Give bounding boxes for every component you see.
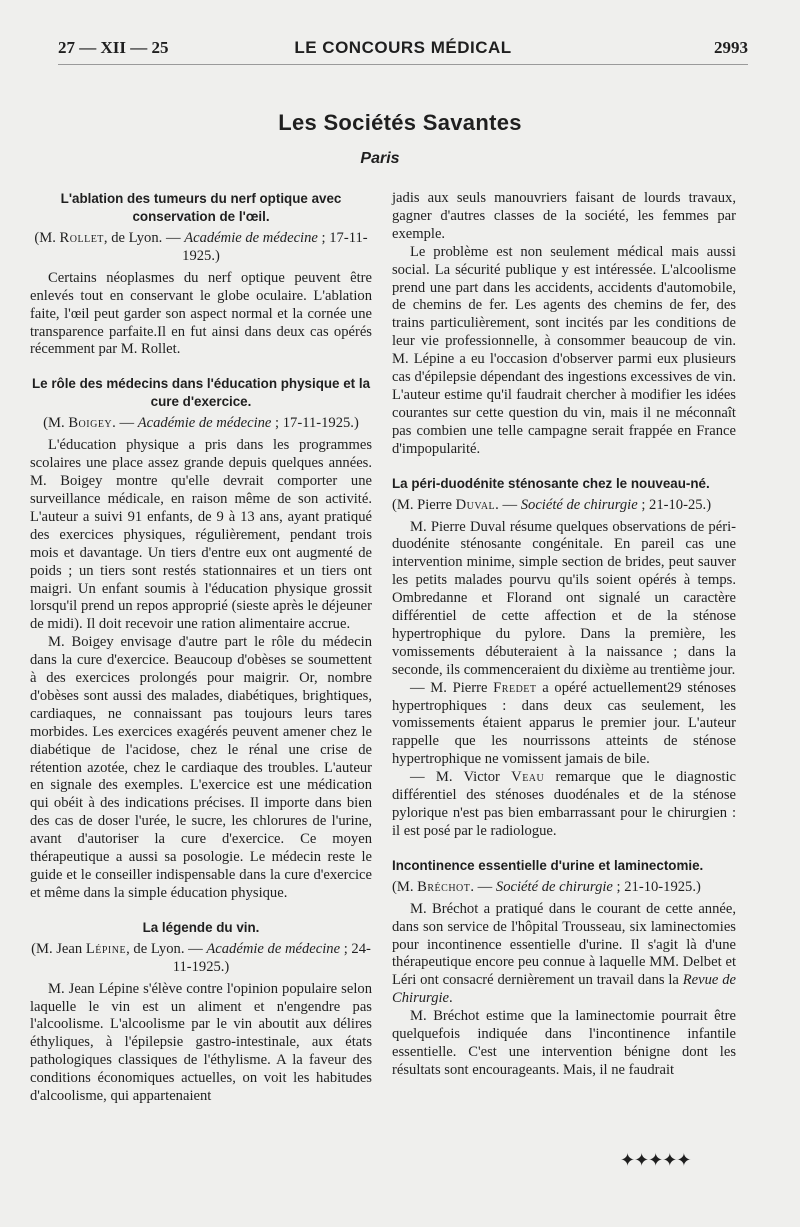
header-date: 27 — XII — 25 bbox=[58, 38, 169, 57]
citation-author: Rollet bbox=[59, 230, 104, 246]
citation-prefix: (M. bbox=[43, 415, 69, 432]
left-column bbox=[30, 190, 372, 1106]
article-paragraph bbox=[392, 680, 736, 770]
right-column bbox=[392, 190, 736, 1080]
article-paragraph: L'éducation physique a pris dans les programmes scolaires une place assez grande depuis quelques années. M. Boigey montre qu'elle devrait comporter une surveillance médicale, en raison même de son activité. L'auteur a suivi 91 enfants, de 9 à 13 ans, ayant pratiqué des exercices physiques, régulièrement, pendant trois mois et davantage. Un tiers d'entre eux ont augmenté de poids ; un tiers sont restés stationnaires et un tiers ont maigri. Un enfant soumis à l'éducation physique grossit lorsqu'il prend un repos approprié (sieste après le déjeuner de midi). Il doit recevoir une ration alimentaire accrue. bbox=[30, 437, 372, 633]
citation-date: ; 17-11-1925.) bbox=[271, 415, 359, 432]
paragraph-lead: — M. Victor bbox=[410, 769, 512, 786]
article-paragraph: M. Boigey envisage d'autre part le rôle du médecin dans la cure d'exercice. Beaucoup d'obèses se soumettent à des exercices prolongés pour maigrir. Or, nombre d'obèses sont aussi des malades, diabétiques, brightiques, cardiaques, ne connaissant pas toujours leurs tares morbides. Les exercices exagérés peuvent amener chez le diabétique de l'acidose, chez le rénal une crise de rétention azotée, chez le cardiaque des troubles. L'auteur en signale des exemples. L'exercice est une médication qui obéit à des indications précises. Il importe dans bien des cas de doser l'urée, le sucre, les chlorures de l'urine, avant d'autoriser la cure d'exercice. Ce moyen thérapeutique a aussi sa posologie. Le médecin reste le guide et le conseiller indispensable dans la cure d'exercice et même dans la simple éducation physique. bbox=[30, 634, 372, 901]
article-wine-legend bbox=[30, 919, 372, 1106]
article-paragraph bbox=[392, 769, 736, 841]
page-number: 2993 bbox=[714, 38, 748, 57]
article-physical-education bbox=[30, 375, 372, 902]
citation-date: ; 17-11-1925.) bbox=[182, 230, 368, 264]
paragraph-text: M. Bréchot a pratiqué dans le courant de cette année, dans son service de l'hôpital Trousseau, six laminectomies pour incontinence essentielle d'urine. Il s'agit là d'une thérapeutique encore peu connue à laquelle MM. Delbet et Léri ont consacré dernièrement un travail dans la bbox=[392, 900, 736, 989]
citation-sep: . — bbox=[495, 496, 521, 513]
citation-venue: Académie de médecine bbox=[137, 415, 272, 432]
article-citation bbox=[392, 879, 736, 897]
article-paragraph: M. Jean Lépine s'élève contre l'opinion populaire selon laquelle le vin est un aliment et n'engendre pas l'alcoolisme. L'alcoolisme par le vin aboutit aux délires éthyliques, à l'épilepsie gastro-intestinale, aux états pathologiques classiques de l'éthylisme. A la faveur des conditions économiques actuelles, on voit les habitudes d'alcoolisme, qui appartenaient bbox=[30, 980, 372, 1105]
article-paragraph bbox=[392, 901, 736, 1008]
article-title: Incontinence essentielle d'urine et laminectomie. bbox=[392, 857, 704, 873]
article-paragraph: Le problème est non seulement médical mais aussi social. La sécurité publique y est intéressée. L'alcoolisme prend une part dans les accidents, accidents d'automobile, de chemins de fer. Les agents des chemins de fer, des trains particulièrement, sont incités par les conditions de leur vie professionnelle, à consommer beaucoup de vin. M. Lépine a eu l'occasion d'observer parmi eux plusieurs cas d'épilepsie dépendant des ingestions excessives de vin. L'auteur estime qu'il faudrait chercher à modifier les idées courantes sur cette question du vin, mais il ne méconnaît pas combien une telle campagne serait frappée en France d'impopularité. bbox=[392, 243, 736, 457]
citation-sep: , de Lyon. — bbox=[103, 230, 185, 246]
article-incontinence bbox=[392, 857, 736, 1080]
article-title: Le rôle des médecins dans l'éducation physique et la cure d'exercice. bbox=[31, 376, 371, 410]
article-title: La légende du vin. bbox=[142, 919, 260, 935]
citation-author: Lépine bbox=[85, 940, 127, 957]
article-paragraph: M. Bréchot estime que la laminectomie pourrait être quelquefois indiquée dans l'incontinence infantile essentielle. C'est une intervention bénigne dont les résultats sont encourageants. Mais, il ne faudrait bbox=[392, 1008, 736, 1078]
citation-sep: . — bbox=[112, 415, 138, 432]
citation-venue: Académie de médecine bbox=[206, 940, 341, 957]
article-optic-nerve bbox=[30, 190, 372, 359]
citation-sep: . — bbox=[470, 878, 496, 895]
running-header bbox=[58, 38, 748, 62]
article-title: La péri-duodénite sténosante chez le nouveau-né. bbox=[392, 475, 710, 491]
paragraph-author: Fredet bbox=[493, 679, 537, 696]
article-citation bbox=[30, 415, 372, 433]
citation-venue: Académie de médecine bbox=[184, 230, 318, 246]
journal-name: LE CONCOURS MÉDICAL bbox=[294, 38, 512, 57]
citation-prefix: (M. Pierre bbox=[392, 496, 456, 513]
article-paragraph: Certains néoplasmes du nerf optique peuvent être enlevés tout en conservant le globe oculaire. L'ablation faite, l'œil peut garder son aspect normal et la cornée une transparence parfaite.Il en fut ainsi dans deux cas opérés récemment par M. Rollet. bbox=[30, 269, 372, 358]
city-heading: Paris bbox=[360, 150, 400, 167]
article-periduodenitis bbox=[392, 475, 736, 841]
citation-sep: , de Lyon. — bbox=[126, 940, 207, 957]
citation-prefix: (M. bbox=[34, 230, 60, 246]
article-title: L'ablation des tumeurs du nerf optique avec conservation de l'œil. bbox=[60, 191, 342, 224]
paragraph-text: . bbox=[449, 990, 453, 1007]
article-paragraph: M. Pierre Duval résume quelques observations de péri-duodénite sténosante congénitale. En pareil cas une intervention minime, simple section de brides, peut sauver les petits malades pourvu qu'ils soient opérés à temps. Ombredanne et Florand ont signalé un caractère différentiel de cette affection et de la sténose hypertrophique du pylore. Dans la première, les vomissements débuteraient à la naissance ; dans la seconde, ils commenceraient du dixième au trentième jour. bbox=[392, 518, 736, 678]
section-title: Les Sociétés Savantes bbox=[278, 110, 522, 135]
paragraph-lead: — M. Pierre bbox=[410, 679, 494, 696]
article-citation bbox=[30, 230, 372, 266]
citation-author: Boigey bbox=[68, 415, 113, 432]
citation-prefix: (M. Jean bbox=[31, 940, 86, 957]
footer-ornament: ✦✦✦✦✦ bbox=[620, 1150, 691, 1170]
paragraph-text: a opéré actuellement29 sténoses hypertrophiques : dans deux cas seulement, les vomissements étaient apparus le premier jour. L'auteur rappelle que les nourrissons atteints de sténose hypertrophique ne vomissent jamais de bile. bbox=[392, 679, 736, 768]
citation-author: Bréchot bbox=[417, 878, 471, 895]
article-citation bbox=[392, 497, 736, 515]
citation-date: ; 21-10-1925.) bbox=[612, 878, 701, 895]
paragraph-text: remarque que le diagnostic différentiel des sténoses duodénales et de la sténose pylorique n'est pas bien embarrassant pour le chirurgien : il est posé par le radiologue. bbox=[392, 769, 736, 839]
article-citation bbox=[30, 941, 372, 977]
journal-reference: Revue de Chirurgie bbox=[392, 972, 736, 1007]
citation-prefix: (M. bbox=[392, 878, 418, 895]
citation-venue: Société de chirurgie bbox=[495, 878, 613, 895]
article-paragraph-continued: jadis aux seuls manouvriers faisant de lourds travaux, gagner d'autres classes de la société, les femmes par exemple. bbox=[392, 190, 736, 242]
citation-venue: Société de chirurgie bbox=[520, 496, 638, 513]
header-rule bbox=[58, 64, 748, 65]
paragraph-author: Veau bbox=[511, 769, 545, 786]
citation-author: Duval bbox=[455, 496, 496, 513]
citation-date: ; 21-10-25.) bbox=[637, 496, 712, 513]
citation-date: ; 24-11-1925.) bbox=[172, 940, 371, 975]
